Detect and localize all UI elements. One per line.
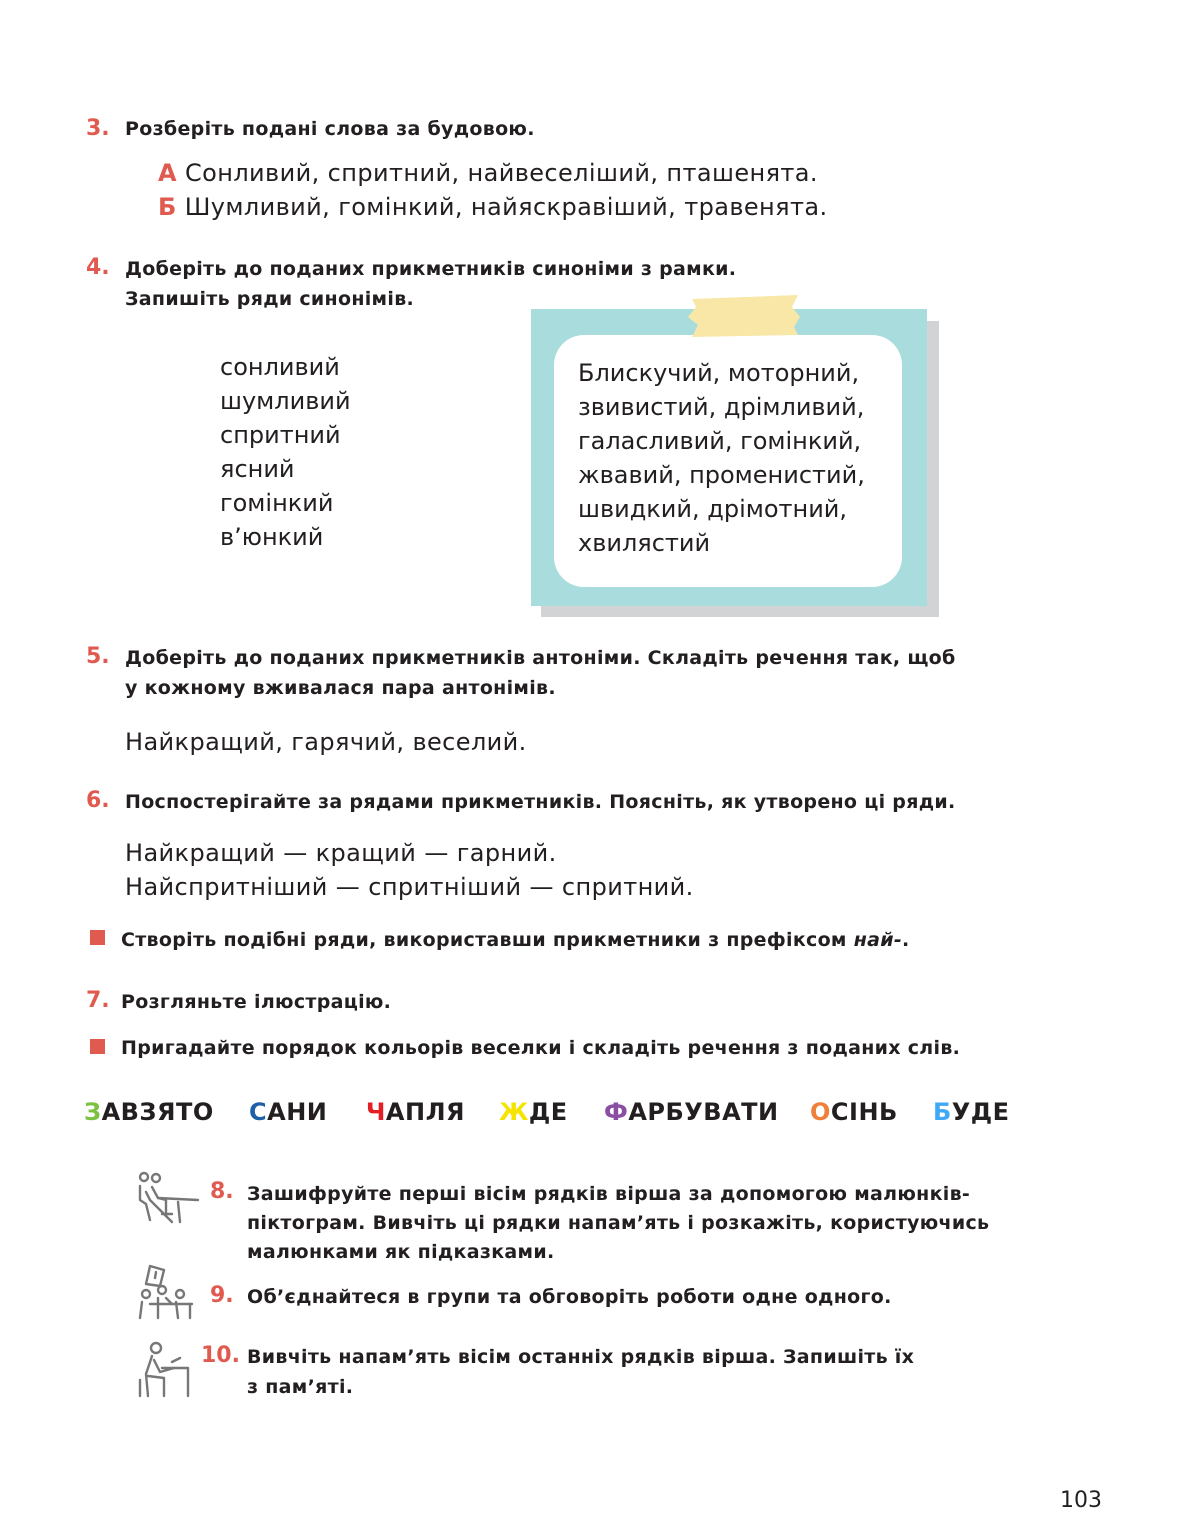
series-line-2: Найспритніший — спритніший — спритний. xyxy=(125,873,694,901)
tape-icon xyxy=(686,293,802,339)
word-rest: АНИ xyxy=(267,1098,328,1126)
rainbow-word xyxy=(249,1098,327,1126)
first-letter: Ч xyxy=(366,1098,386,1126)
task-line1: Зашифруйте перші вісім рядків вірша за допомогою малюнків- xyxy=(247,1183,971,1205)
group-work-icon xyxy=(136,1264,202,1320)
task-line2: з пам’яті. xyxy=(247,1376,354,1398)
list-item: хвилястий xyxy=(578,529,711,557)
rainbow-word xyxy=(810,1098,898,1126)
rainbow-word xyxy=(84,1098,214,1126)
rainbow-word xyxy=(499,1098,568,1126)
list-item: жвавий, променистий, xyxy=(578,461,865,489)
word-rest: АРБУВАТИ xyxy=(628,1098,779,1126)
task-title-line1: Доберіть до поданих прикметників синоніми з рамки. xyxy=(125,258,737,280)
word-rest: УДЕ xyxy=(951,1098,1010,1126)
first-letter: Ж xyxy=(499,1098,529,1126)
bullet-text: Створіть подібні ряди, використавши прикметники з префіксом xyxy=(121,929,854,951)
list-item: Блискучий, моторний, xyxy=(578,359,860,387)
task-number: 8. xyxy=(210,1179,234,1204)
row-text: Шумливий, гомінкий, найяскравіший, травенята. xyxy=(184,193,828,221)
bullet-task: Пригадайте порядок кольорів веселки і складіть речення з поданих слів. xyxy=(121,1037,961,1059)
task-line2: піктограм. Вивчіть ці рядки напам’ять і розкажіть, користуючись xyxy=(247,1212,990,1234)
word-rest: СІНЬ xyxy=(830,1098,898,1126)
list-item: швидкий, дрімотний, xyxy=(578,495,848,523)
task-number: 4. xyxy=(86,255,110,280)
task-title-line2: Запишіть ряди синонімів. xyxy=(125,288,415,310)
list-item: звивистий, дрімливий, xyxy=(578,393,865,421)
first-letter: О xyxy=(810,1098,831,1126)
bullet-square xyxy=(90,930,105,945)
word-rest: АПЛЯ xyxy=(385,1098,465,1126)
task-number: 9. xyxy=(210,1283,234,1308)
word-row-a xyxy=(158,156,818,190)
task-number: 10. xyxy=(201,1343,240,1368)
first-letter: Ф xyxy=(604,1098,629,1126)
row-text: Сонливий, спритний, найвеселіший, пташенята. xyxy=(184,159,818,187)
list-item: шумливий xyxy=(220,387,351,415)
list-item: ясний xyxy=(220,455,295,483)
word-row-b xyxy=(158,190,828,224)
task-title-line1: Доберіть до поданих прикметників антоніми. Складіть речення так, щоб xyxy=(125,647,956,669)
page-number: 103 xyxy=(1060,1488,1102,1513)
first-letter: Б xyxy=(933,1098,952,1126)
task-line1: Вивчіть напам’ять вісім останніх рядків вірша. Запишіть їх xyxy=(247,1346,915,1368)
first-letter: З xyxy=(84,1098,102,1126)
word-rest: ДЕ xyxy=(528,1098,568,1126)
bullet-task xyxy=(121,925,910,955)
list-item: спритний xyxy=(220,421,341,449)
list-item: галасливий, гомінкий, xyxy=(578,427,862,455)
row-letter: А xyxy=(158,159,177,187)
bullet-end: . xyxy=(902,929,910,951)
individual-work-icon xyxy=(136,1340,196,1398)
rainbow-word xyxy=(933,1098,1010,1126)
word-rest: АВЗЯТО xyxy=(101,1098,214,1126)
list-item: сонливий xyxy=(220,353,340,381)
series-line-1: Найкращий — кращий — гарний. xyxy=(125,839,557,867)
task-number: 7. xyxy=(86,988,110,1013)
pair-work-icon xyxy=(136,1170,202,1230)
task-line3: малюнками як підказками. xyxy=(247,1241,555,1263)
rainbow-word xyxy=(366,1098,465,1126)
first-letter: С xyxy=(249,1098,268,1126)
task-title: Розгляньте ілюстрацію. xyxy=(121,991,392,1013)
prefix-italic: най- xyxy=(853,929,903,951)
task-number: 5. xyxy=(86,644,110,669)
task-title: Розберіть подані слова за будовою. xyxy=(125,118,535,140)
task-text: Об’єднайтеся в групи та обговоріть роботи одне одного. xyxy=(247,1286,892,1308)
rainbow-word xyxy=(604,1098,779,1126)
adjectives-text: Найкращий, гарячий, веселий. xyxy=(125,728,527,756)
task-number: 3. xyxy=(86,116,110,141)
list-item: в’юнкий xyxy=(220,523,324,551)
task-title-line2: у кожному вживалася пара антонімів. xyxy=(125,677,556,699)
synonym-list xyxy=(578,357,865,561)
adjective-list xyxy=(220,350,351,554)
task-number: 6. xyxy=(86,788,110,813)
task-title: Поспостерігайте за рядами прикметників. Поясніть, як утворено ці ряди. xyxy=(125,791,956,813)
bullet-square xyxy=(90,1039,105,1054)
row-letter: Б xyxy=(158,193,177,221)
list-item: гомінкий xyxy=(220,489,334,517)
